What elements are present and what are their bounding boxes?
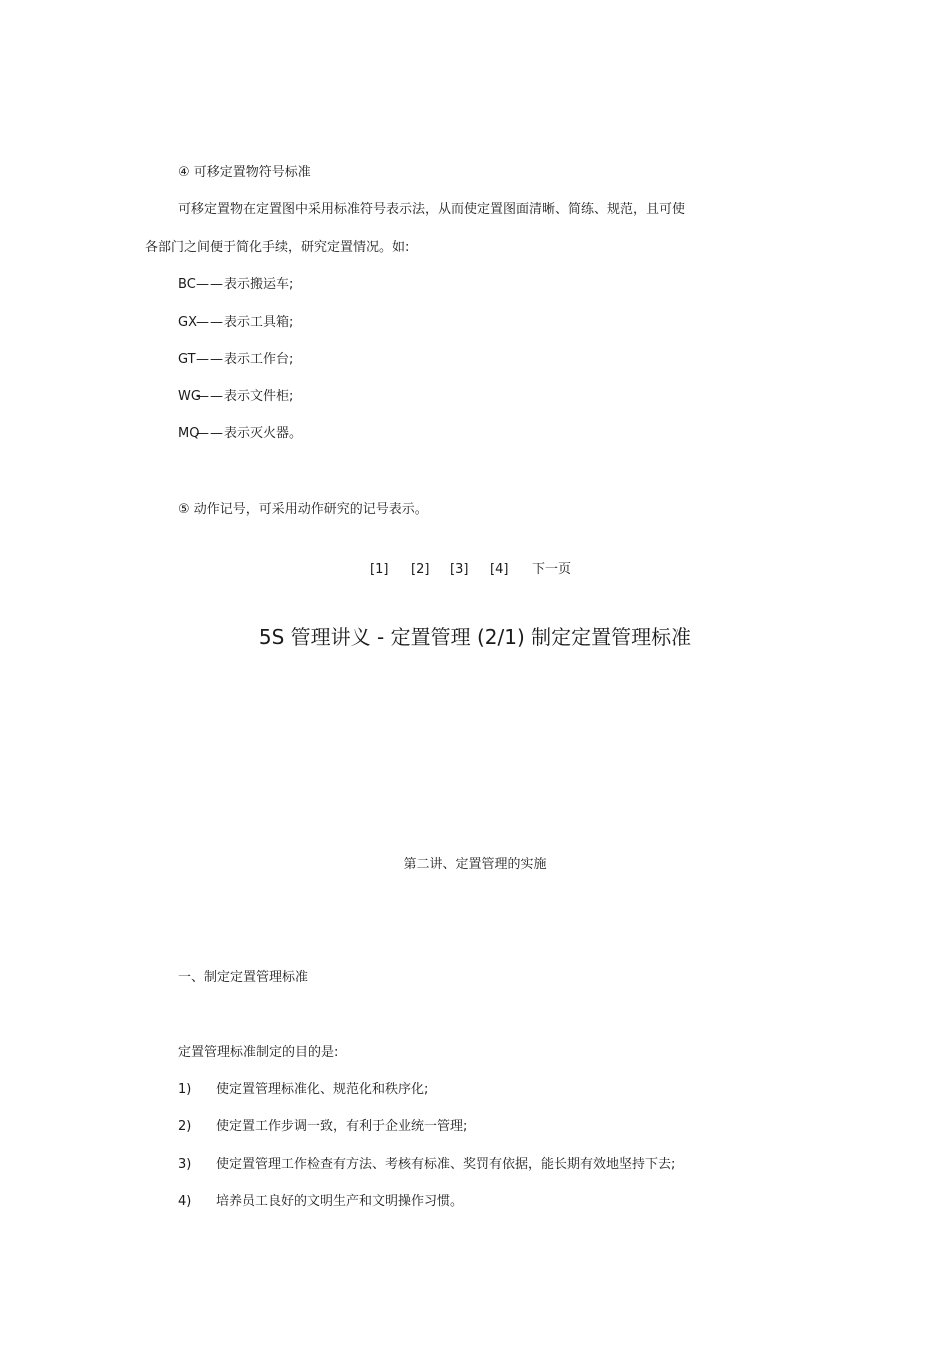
page-link-1[interactable]: [1] (370, 562, 389, 577)
list-item-number: 2) (178, 1119, 192, 1134)
symbol-text: 表示搬运车; (224, 277, 294, 292)
symbol-code: GX (178, 315, 197, 330)
symbol-text: 表示工作台; (224, 352, 294, 367)
symbol-code: WG (178, 389, 201, 404)
purpose-intro: 定置管理标准制定的目的是: (178, 1045, 339, 1060)
symbol-item-gt (178, 352, 293, 368)
section-heading-4: ④ 可移定置物符号标准 (178, 165, 311, 180)
lecture-title: 第二讲、定置管理的实施 (403, 857, 547, 872)
symbol-item-mq (178, 426, 302, 442)
list-item-number: 1) (178, 1082, 192, 1097)
paragraph-line: 可移定置物在定置图中采用标准符号表示法，从而使定置图面清晰、简练、规范，且可使 (178, 202, 686, 217)
symbol-dash: —— (196, 277, 224, 292)
list-item-number: 4) (178, 1194, 192, 1209)
symbol-code: BC (178, 277, 196, 292)
list-item-number: 3) (178, 1157, 192, 1172)
page-link-4[interactable]: [4] (490, 562, 509, 577)
symbol-text: 表示灭火器。 (224, 426, 303, 441)
symbol-code: GT (178, 352, 196, 367)
symbol-text: 表示工具箱; (224, 315, 294, 330)
section-heading-1: 一、制定定置管理标准 (178, 970, 309, 985)
paragraph-line: 各部门之间便于简化手续，研究定置情况。如: (145, 240, 410, 255)
symbol-dash: —— (196, 315, 224, 330)
symbol-item-bc (178, 277, 293, 293)
symbol-dash: —— (196, 352, 224, 367)
list-item: 使定置管理工作检查有方法、考核有标准、奖罚有依据，能长期有效地坚持下去; (216, 1157, 676, 1172)
page-link-2[interactable]: [2] (411, 562, 430, 577)
list-item: 使定置管理标准化、规范化和秩序化; (216, 1082, 429, 1097)
article-title: 5S 管理讲义 - 定置管理 (2/1) 制定定置管理标准 (258, 625, 692, 649)
symbol-item-wg (178, 389, 293, 405)
pagination (0, 562, 950, 578)
symbol-dash: —— (196, 389, 224, 404)
symbol-code: MQ (178, 426, 200, 441)
list-item: 使定置工作步调一致，有利于企业统一管理; (216, 1119, 468, 1134)
symbol-text: 表示文件柜; (224, 389, 294, 404)
symbol-item-gx (178, 315, 293, 331)
next-page-link[interactable]: 下一页 (532, 562, 572, 577)
section-heading-5: ⑤ 动作记号，可采用动作研究的记号表示。 (178, 502, 428, 517)
page-link-3[interactable]: [3] (450, 562, 469, 577)
symbol-dash: —— (196, 426, 224, 441)
list-item: 培养员工良好的文明生产和文明操作习惯。 (216, 1194, 464, 1209)
